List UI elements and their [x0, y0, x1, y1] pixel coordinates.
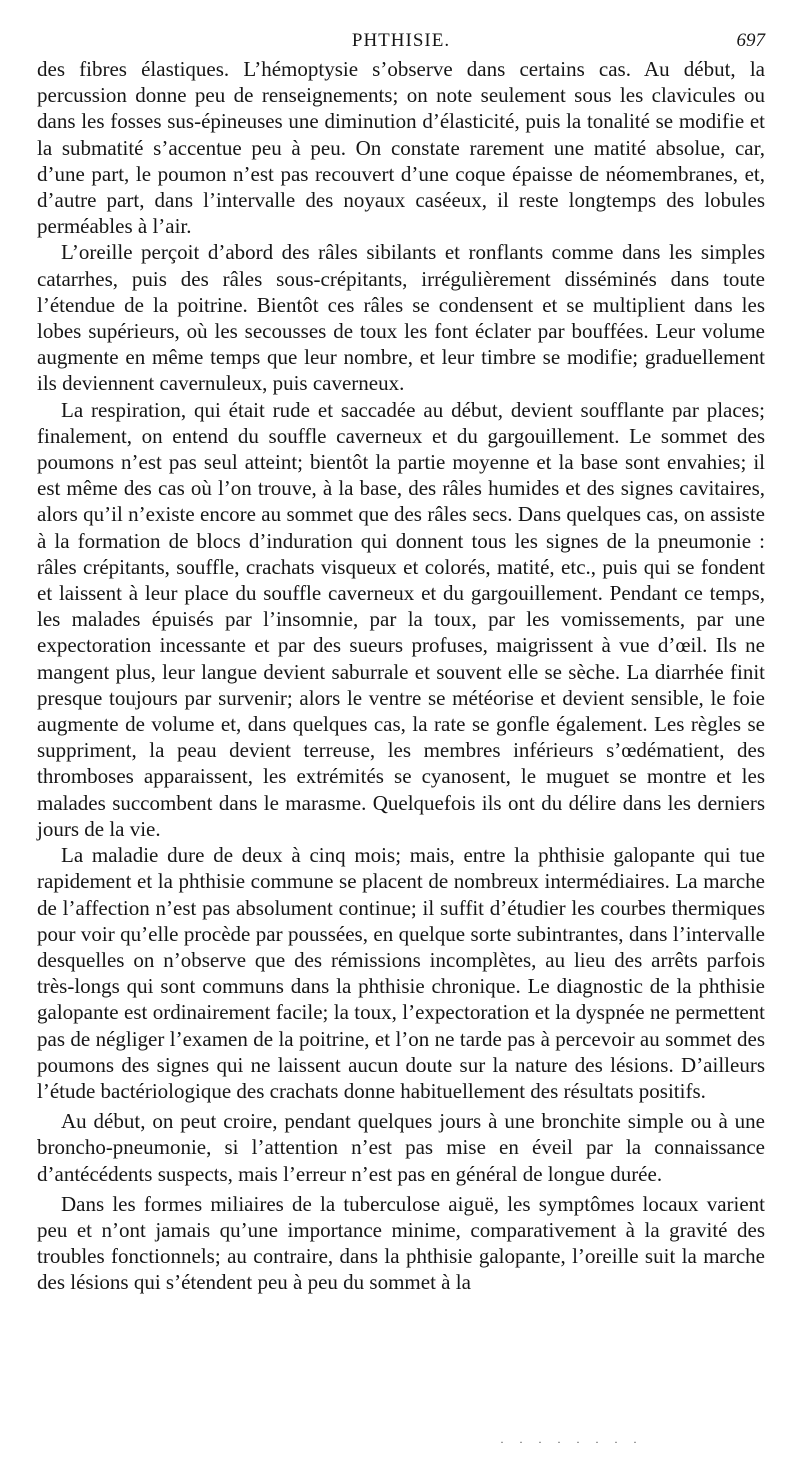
- print-specks: · · · · · · · ·: [500, 1435, 643, 1449]
- body-text: [37, 56, 765, 1296]
- paragraph-1: des fibres élastiques. L’hémoptysie s’observe dans certains cas. Au début, la percussion donne peu de renseignements; on note seulement sous les clavicules ou dans les fosses sus-épineuses une diminution d’élasticité, puis la tonalité se modifie et la submatité s’accentue peu à peu. On constate rarement une matité absolue, car, d’une part, le poumon n’est pas recouvert d’une coque épaisse de néomembranes, et, d’autre part, dans l’intervalle des noyaux caséeux, il reste longtemps des lobules perméables à l’air.: [37, 57, 765, 239]
- paragraph-6: Dans les formes miliaires de la tuberculose aiguë, les symptômes locaux varient peu et n’ont jamais qu’une importance minime, comparativement à la gravité des troubles fonctionnels; au contraire, dans la phthisie galopante, l’oreille suit la marche des lésions qui s’étendent peu à peu du sommet à la: [37, 1191, 765, 1295]
- paragraph-5: Au début, on peut croire, pendant quelques jours à une bronchite simple ou à une broncho-pneumonie, si l’attention n’est pas mise en éveil par la connaissance d’antécédents suspects, mais l’erreur n’est pas en général de longue durée.: [37, 1109, 765, 1186]
- page-number: 697: [736, 30, 765, 51]
- paragraph-2: L’oreille perçoit d’abord des râles sibilants et ronflants comme dans les simples catarrhes, puis des râles sous-crépitants, irrégulièrement disséminés dans toute l’étendue de la poitrine. Bientôt ces râles se condensent et se multiplient dans les lobes supérieurs, où les secousses de toux les font éclater par bouffées. Leur volume augmente en même temps que leur nombre, et leur timbre se modifie; graduellement ils deviennent cavernuleux, puis caverneux.: [37, 240, 765, 396]
- running-header: [37, 26, 765, 56]
- paragraph-3: La respiration, qui était rude et saccadée au début, devient soufflante par places; finalement, on entend du souffle caverneux et du gargouillement. Le sommet des poumons n’est pas seul atteint; bientôt la partie moyenne et la base sont envahies; il est même des cas où l’on trouve, à la base, des râles humides et des signes cavitaires, alors qu’il n’existe encore au sommet que des râles secs. Dans quelques cas, on assiste à la formation de blocs d’induration qui donnent tous les signes de la pneumonie : râles crépitants, souffle, crachats visqueux et colorés, matité, etc., puis qui se fondent et laissent à leur place du souffle caverneux et du gargouillement. Pendant ce temps, les malades épuisés par l’insomnie, par la toux, par les vomissements, par une expectoration incessante et par des sueurs profuses, maigrissent à vue d’œil. Ils ne mangent plus, leur langue devient saburrale et souvent elle se sèche. La diarrhée finit presque toujours par survenir; alors le ventre se météorise et devient sensible, le foie augmente de volume et, dans quelques cas, la rate se gonfle également. Les règles se suppriment, la peau devient terreuse, les membres inférieurs s’œdématient, des thromboses apparaissent, les extrémités se cyanosent, le muguet se montre et les malades succombent dans le marasme. Quelquefois ils ont du délire dans les derniers jours de la vie.: [37, 397, 765, 841]
- paragraph-4: La maladie dure de deux à cinq mois; mais, entre la phthisie galopante qui tue rapidement et la phthisie commune se placent de nombreux intermédiaires. La marche de l’affection n’est pas absolument continue; il suffit d’étudier les courbes thermiques pour voir qu’elle procède par poussées, en quelque sorte subintrantes, dans l’intervalle desquelles on n’observe que des rémissions incomplètes, au lieu des arrêts parfois très-longs qui sont communs dans la phthisie chronique. Le diagnostic de la phthisie galopante est ordinairement facile; la toux, l’expectoration et la dyspnée ne permettent pas de négliger l’examen de la poitrine, et l’on ne tarde pas à percevoir au sommet des poumons des signes qui ne laissent aucun doute sur la nature des lésions. D’ailleurs l’étude bactériologique des crachats donne habituellement des résultats positifs.: [37, 843, 765, 1103]
- running-title: PHTHISIE.: [351, 30, 451, 51]
- book-page: [37, 26, 765, 1296]
